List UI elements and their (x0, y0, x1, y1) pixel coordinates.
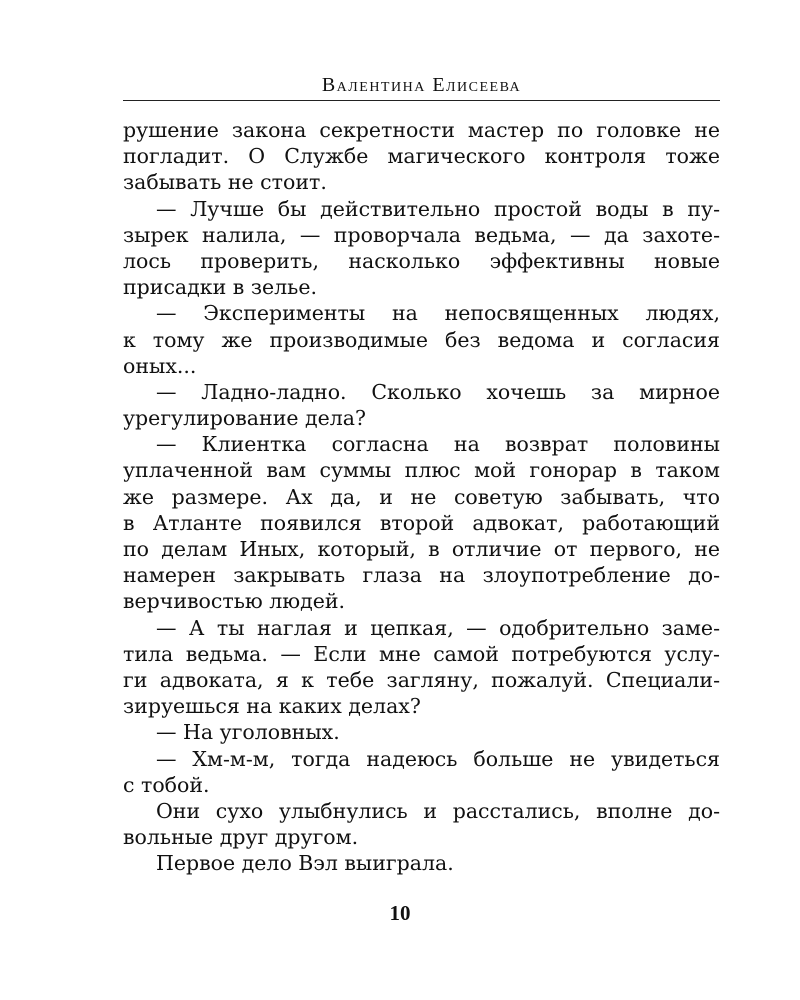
text-line: — На уголовных. (156, 720, 340, 745)
text-line: в Атланте появился второй адвокат, работающий (123, 510, 720, 535)
text-line: — Клиентка согласна на возврат половины (156, 432, 720, 457)
running-header (123, 70, 720, 101)
text-line: погладит. О Службе магического контроля тоже (123, 144, 720, 169)
text-line: вольные друг другом. (123, 825, 359, 850)
text-line: уплаченной вам суммы плюс мой гонорар в таком (123, 458, 720, 483)
text-line: лось проверить, насколько эффективны новые (123, 248, 720, 273)
text-line: зируешься на каких делах? (123, 694, 421, 719)
body-text (123, 117, 720, 876)
running-title: Валентина Елисеева (321, 74, 522, 96)
text-line: зырек налила, — проворчала ведьма, — да захоте- (123, 222, 720, 247)
text-line: Первое дело Вэл выиграла. (156, 851, 454, 876)
text-line: Они сухо улыбнулись и расстались, вполне до- (156, 798, 720, 823)
text-line: — Лучше бы действительно простой воды в пу- (156, 196, 720, 221)
text-line: к тому же производимые без ведома и согласия (123, 327, 720, 352)
text-line: присадки в зелье. (123, 275, 317, 300)
text-line: — Эксперименты на непосвященных людях, (156, 301, 720, 326)
text-line: верчивостью людей. (123, 589, 346, 614)
text-line: тила ведьма. — Если мне самой потребуются услу- (123, 641, 720, 666)
text-line: забывать не стоит. (123, 170, 327, 195)
text-line: — Ладно-ладно. Сколько хочешь за мирное (156, 379, 720, 404)
text-line: урегулирование дела? (123, 406, 366, 431)
text-line: же размере. Ах да, и не советую забывать, что (123, 484, 720, 509)
text-line: — Хм-м-м, тогда надеюсь больше не увидеться (156, 746, 720, 771)
text-line: ги адвоката, я к тебе загляну, пожалуй. Специали- (123, 667, 720, 692)
text-line: оных... (123, 353, 197, 378)
page-number: 10 (389, 901, 411, 925)
text-line: по делам Иных, который, в отличие от первого, не (123, 537, 720, 561)
text-line: с тобой. (123, 772, 210, 797)
text-line: намерен закрывать глаза на злоупотребление до- (123, 563, 720, 588)
text-line: рушение закона секретности мастер по головке не (123, 118, 720, 142)
text-line: — А ты наглая и цепкая, — одобрительно заме- (156, 615, 720, 640)
